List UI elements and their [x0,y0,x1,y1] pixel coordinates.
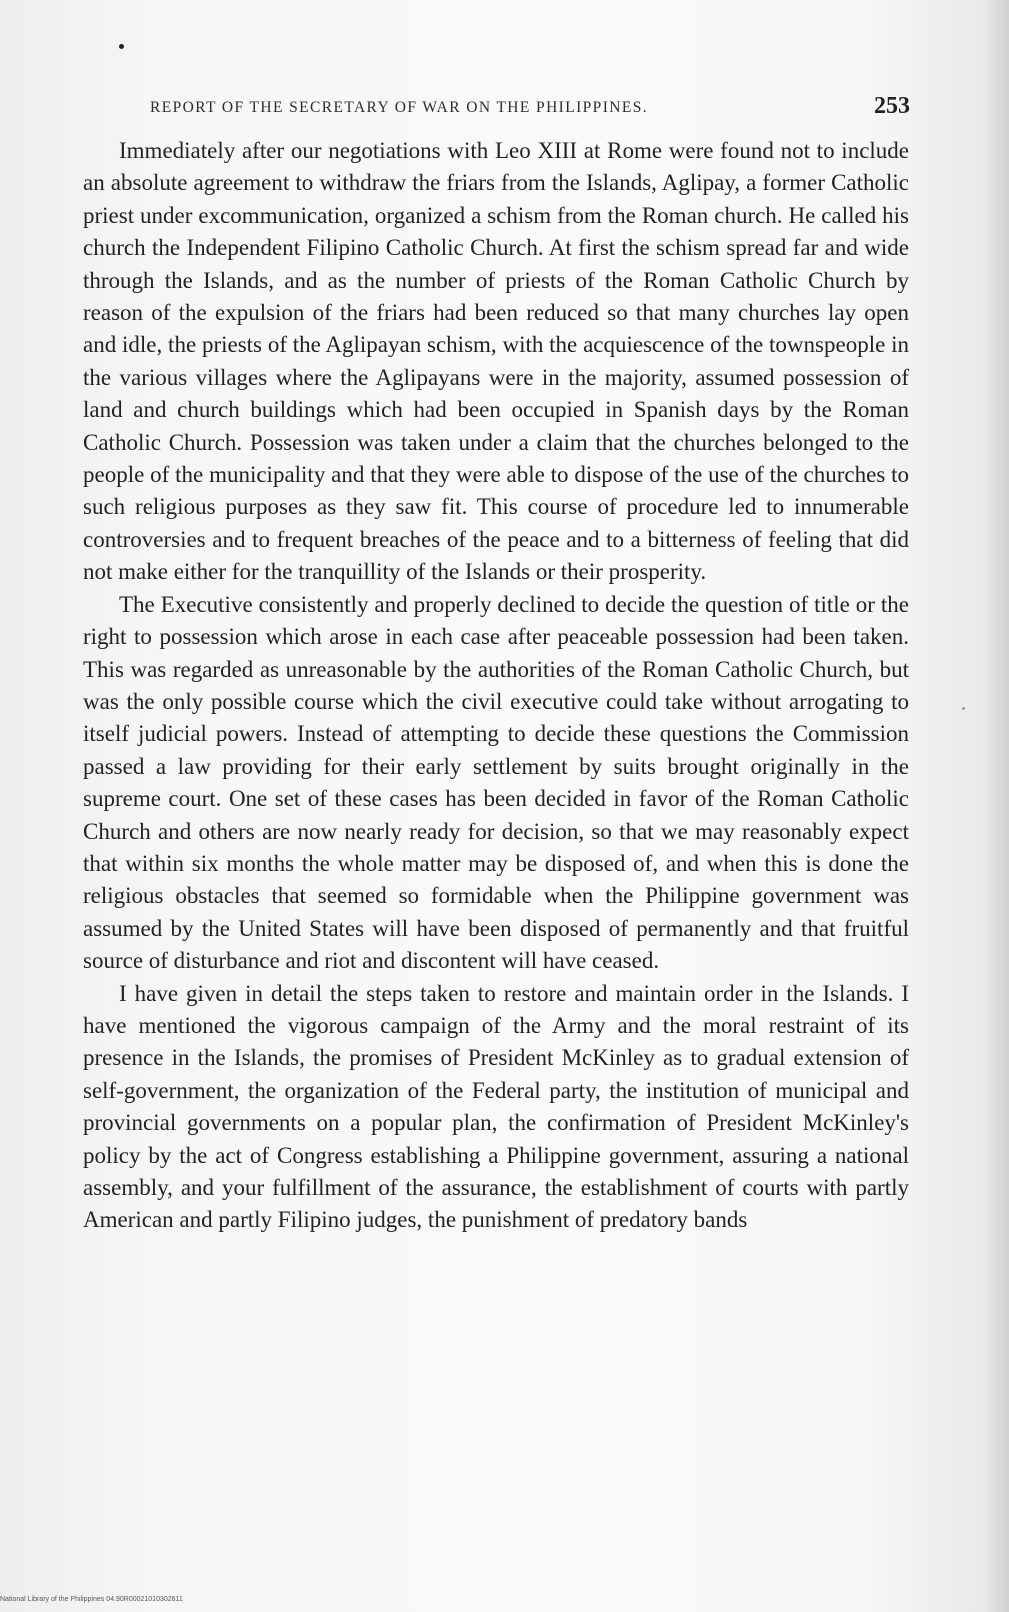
running-head-title: REPORT OF THE SECRETARY OF WAR ON THE PHILIPPINES. [150,99,649,116]
scan-footer [0,1596,183,1603]
page-number: 253 [874,93,910,119]
footer-code: 04.90R00021010302611 [106,1596,183,1603]
running-head [150,93,910,123]
page-edge-shadow [983,0,1009,1612]
footer-source: National Library of the Philippines [0,1596,105,1603]
ink-speck [119,44,124,49]
ink-speck [962,707,965,710]
body-text [83,135,909,1237]
paragraph: I have given in detail the steps taken to restore and maintain order in the Islands. I have mentioned the vigorous campaign of the Army and the moral restraint of its presence in the Islands, the promises of President McKinley as to gradual extension of self-government, the organization of the Federal party, the institution of municipal and provincial governments on a popular plan, the confirmation of President McKinley's policy by the act of Congress establishing a Philippine government, assuring a national assembly, and your fulfillment of the assurance, the establishment of courts with partly American and partly Filipino judges, the punishment of predatory bands [83,980,909,1233]
paragraph: Immediately after our negotiations with Leo XIII at Rome were found not to include an absolute agreement to withdraw the friars from the Islands, Aglipay, a former Catholic priest under excommunication, organized a schism from the Roman church. He called his church the Independent Filipino Catholic Church. At first the schism spread far and wide through the Islands, and as the number of priests of the Roman Catholic Church by reason of the expulsion of the friars had been reduced so that many churches lay open and idle, the priests of the Aglipayan schism, with the acquiescence of the townspeople in the various villages where the Aglipayans were in the majority, assumed possession of land and church buildings which had been occupied in Spanish days by the Roman Catholic Church. Possession was taken under a claim that the churches belonged to the people of the municipality and that they were able to dispose of the use of the churches to such religious purposes as they saw fit. This course of procedure led to innumerable controversies and to frequent breaches of the peace and to a bitterness of feeling that did not make either for the tranquillity of the Islands or their prosperity. [83,138,909,585]
paragraph: The Executive consistently and properly declined to decide the question of title or the right to possession which arose in each case after peaceable possession had been taken. This was regarded as unreasonable by the authorities of the Roman Catholic Church, but was the only possible course which the civil executive could take without arrogating to itself judicial powers. Instead of attempting to decide these questions the Commission passed a law providing for their early settlement by suits brought originally in the supreme court. One set of these cases has been decided in favor of the Roman Catholic Church and others are now nearly ready for decision, so that we may reasonably expect that within six months the whole matter may be disposed of, and when this is done the religious obstacles that seemed so formidable when the Philippine government was assumed by the United States will have been disposed of permanently and that fruitful source of disturbance and riot and discontent will have ceased. [83,591,909,974]
